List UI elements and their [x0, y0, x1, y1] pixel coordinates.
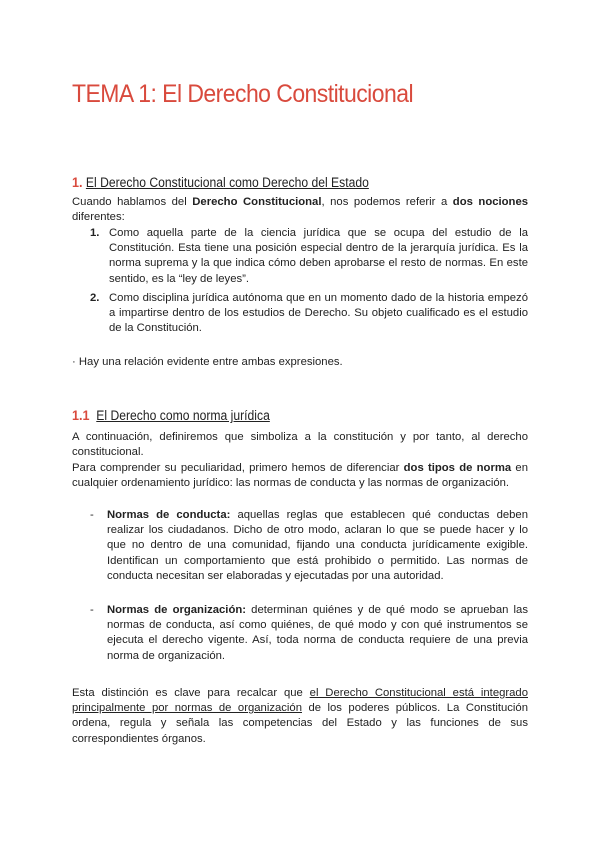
p2-bold-tipos: dos tipos de norma [403, 462, 512, 474]
p3-underlined: el Derecho Constitucional está integrado principalmente por normas de organización [72, 687, 528, 715]
p2-text-a: Para comprender su peculiaridad, primero hemos de diferenciar [72, 462, 404, 474]
list-marker: 1. [90, 227, 100, 239]
dash-item-description: determinan quiénes y de qué modo se aprueban las normas de conducta, así como quiénes, de qué modo y con qué instrumentos se ejecuta el derecho vigente. Así, toda norma de conducta requiere de una previa norma de organización. [107, 604, 528, 662]
dash-item-organizacion [90, 603, 528, 664]
section-1-1-paragraph-1: A continuación, definiremos que simboliza a la constitución y por tanto, al derecho constitucional. [72, 431, 528, 459]
p2-text-c: en cualquier ordenamiento jurídico: las normas de conducta y las normas de organización. [72, 462, 528, 490]
list-marker: 2. [90, 292, 100, 304]
intro-bold-nociones: dos nociones [452, 196, 529, 208]
list-item-text: Como aquella parte de la ciencia jurídica que se ocupa del estudio de la Constitución. Esta tiene una posición especial dentro de la jerarquía jurídica. Es la norma suprema y la que indica cómo deben aprobarse el resto de normas. En este sentido, es la “ley de leyes”. [109, 227, 528, 285]
numbered-item-2 [90, 291, 528, 337]
intro-bold-derecho: Derecho Constitucional [192, 196, 322, 208]
section-1-title: El Derecho Constitucional como Derecho del Estado [85, 175, 369, 190]
dash-item-text [107, 603, 528, 664]
dash-item-label: Normas de organización: [107, 604, 247, 616]
section-1-heading [72, 174, 369, 190]
numbered-item-1 [90, 226, 528, 287]
section-1-1-heading [72, 407, 270, 423]
intro-text-e: diferentes: [72, 211, 125, 224]
section-1-number: 1. [72, 174, 83, 190]
section-1-1-title: El Derecho como norma jurídica [96, 408, 270, 423]
section-1-1-paragraph-2 [72, 461, 528, 491]
section-1-intro [72, 195, 528, 225]
page-title: TEMA 1: El Derecho Constitucional [72, 80, 414, 108]
section-1-1-number: 1.1 [72, 407, 90, 423]
intro-text-a: Cuando hablamos del [72, 196, 193, 208]
p3-text-c: de los poderes públicos. La Constitución ordena, regula y señala las competencias del Estado y las funciones de sus correspondientes órganos. [72, 702, 528, 745]
intro-text-c: , nos podemos referir a [321, 196, 453, 208]
list-item-text: Como disciplina jurídica autónoma que en un momento dado de la historia empezó a impartirse dentro de los estudios de Derecho. Su objeto cualificado es el estudio de la Constitución. [109, 292, 528, 335]
p3-text-a: Esta distinción es clave para recalcar que [72, 687, 310, 699]
dash-marker: - [90, 509, 94, 521]
dash-item-conducta [90, 508, 528, 584]
dash-item-label: Normas de conducta: [107, 509, 231, 521]
section-1-1-paragraph-3 [72, 686, 528, 747]
dash-marker: - [90, 604, 94, 616]
dash-item-text [107, 508, 528, 584]
section-1-note: · Hay una relación evidente entre ambas expresiones. [72, 356, 343, 368]
dash-item-description: aquellas reglas que establecen qué conductas deben realizar los ciudadanos. Dicho de otro modo, aclaran lo que se puede hacer y lo que no dentro de una comunidad, fijando una conducta jurídicamente exigible. Identifican un comportamiento que está prohibido o permitido. Las normas de conducta necesitan ser elaboradas y ejecutadas por una autoridad. [107, 509, 528, 582]
